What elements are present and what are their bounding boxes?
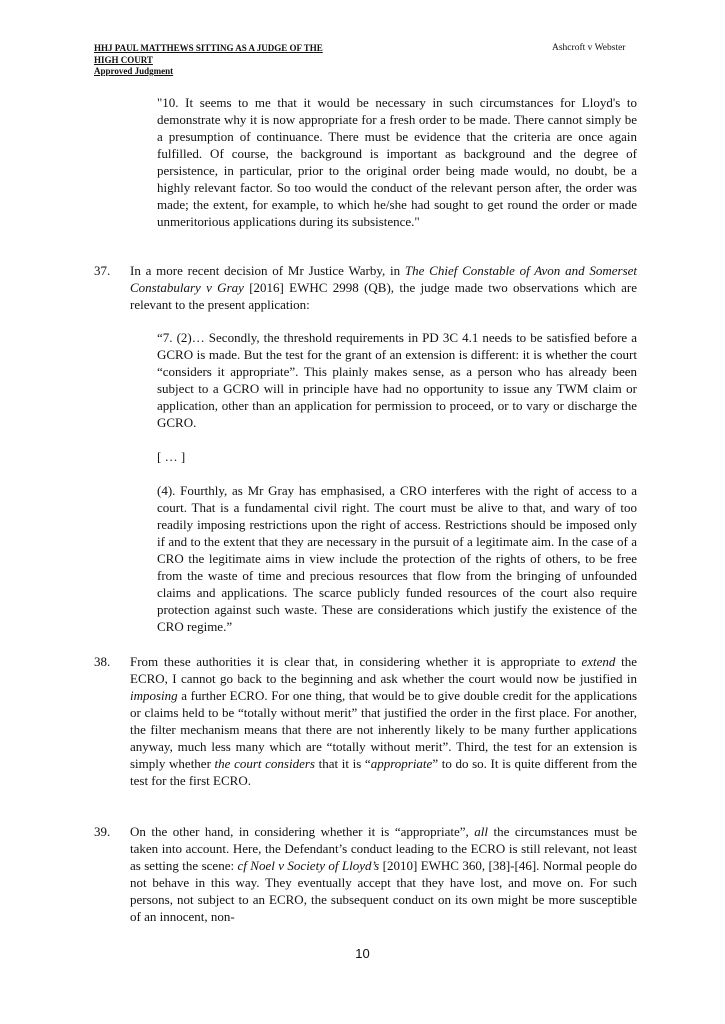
text-run: ” to do so. It is quite different from the test for the first ECRO.	[130, 756, 638, 788]
text-run: From these authorities it is clear that, in considering whether it is appropriate to	[130, 654, 582, 669]
text-run: On the other hand, in considering whether it is “appropriate”,	[130, 824, 475, 839]
running-header-left	[94, 43, 394, 78]
italic-run: appropriate	[370, 756, 433, 771]
paragraph-text	[130, 262, 637, 313]
header-court-line: HIGH COURT	[94, 54, 153, 65]
italic-run: all	[474, 824, 489, 839]
paragraph-38	[94, 653, 637, 789]
page-number: 10	[355, 946, 370, 961]
quote-ellipsis: [ … ]	[157, 449, 186, 464]
case-citation-italic: The Chief Constable of Avon and Somerset Constabulary v Gray	[130, 263, 638, 295]
text-run: the ECRO, I cannot go back to the beginning and ask whether the court would now be justified in	[130, 654, 637, 686]
paragraph-text	[130, 823, 637, 925]
italic-run: the court considers	[214, 756, 315, 771]
text-run: the circumstances must be taken into account. Here, the Defendant’s conduct leading to the ECRO is still relevant, not least as setting the scene:	[130, 824, 637, 873]
text-run: a further ECRO. For one thing, that would be to give double credit for the applications or claims held to be “totally without merit” that justified the order in the first place. For another, the filter mechanism means that there are not inherently likely to be many further applications anyway, much less many which are “totally without merit”. Third, the test for an extension is simply whether	[130, 688, 637, 771]
quoted-paragraph-10: "10. It seems to me that it would be necessary in such circumstances for Lloyd's to demonstrate why it is now appropriate for a fresh order to be made. There cannot simply be a presumption of continuance. There must be evidence that the criteria are once again fulfilled. Of course, the background is important as background and the degree of persistence, in particular, prior to the original order being made would, no doubt, be a highly relevant factor. So too would the conduct of the relevant person after, the order was made; the extent, for example, to which he/she had sought to get round the order or made unmeritorious applications during its subsistence."	[157, 95, 637, 229]
text-run: [2010] EWHC 360, [38]-[46]. Normal people do not behave in this way. They eventually accept that they have lost, and move on. For such persons, not subject to an ECRO, the subsequent conduct on its own might be more susceptible of an innocent, non-	[130, 858, 638, 924]
case-citation-italic: cf Noel v Society of Lloyd’s	[237, 858, 380, 873]
paragraph-number: 39.	[94, 824, 111, 839]
text-run: [2016] EWHC 2998 (QB), the judge made two observations which are relevant to the present application:	[130, 280, 637, 312]
running-header-case-name: Ashcroft v Webster	[552, 43, 626, 53]
quote-paragraph-4: (4). Fourthly, as Mr Gray has emphasised, a CRO interferes with the right of access to a court. That is a fundamental civil right. The court must be alive to that, and wary of too readily imposing restrictions upon the right of access. Restrictions should be imposed only if and to the extent that they are necessary in the pursuit of a legitimate aim. In the case of a CRO the legitimate aims in view include the protection of the rights of others, to be free from the waste of time and precious resources that flow from the bringing of unfounded claims and applications. The scarce publicly funded resources of the court also require protection against such waste. These are considerations which justify the existence of the CRO regime.”	[157, 483, 637, 634]
paragraph-number: 37.	[94, 263, 111, 278]
paragraph-number: 38.	[94, 654, 111, 669]
paragraph-text	[130, 653, 637, 789]
text-run: that it is “	[314, 756, 371, 771]
italic-run: extend	[581, 654, 616, 669]
text-run: In a more recent decision of Mr Justice Warby, in	[130, 263, 405, 278]
italic-run: imposing	[130, 688, 178, 703]
paragraph-37	[94, 262, 637, 313]
quoted-block-gray	[157, 329, 637, 652]
quote-paragraph-7-2: “7. (2)… Secondly, the threshold requirements in PD 3C 4.1 needs to be satisfied before a GCRO is made. But the test for the grant of an extension is different: it is whether the court “considers it appropriate”. This plainly makes sense, as a person who has already been subject to a GCRO will in principle have had no opportunity to issue any TWM claim or application, other than an application for permission to proceed, or to vary or discharge the GCRO.	[157, 330, 637, 430]
header-judge-line: HHJ PAUL MATTHEWS SITTING AS A JUDGE OF THE	[94, 43, 323, 53]
paragraph-39	[94, 823, 637, 925]
header-approved-judgment: Approved Judgment	[94, 66, 174, 76]
